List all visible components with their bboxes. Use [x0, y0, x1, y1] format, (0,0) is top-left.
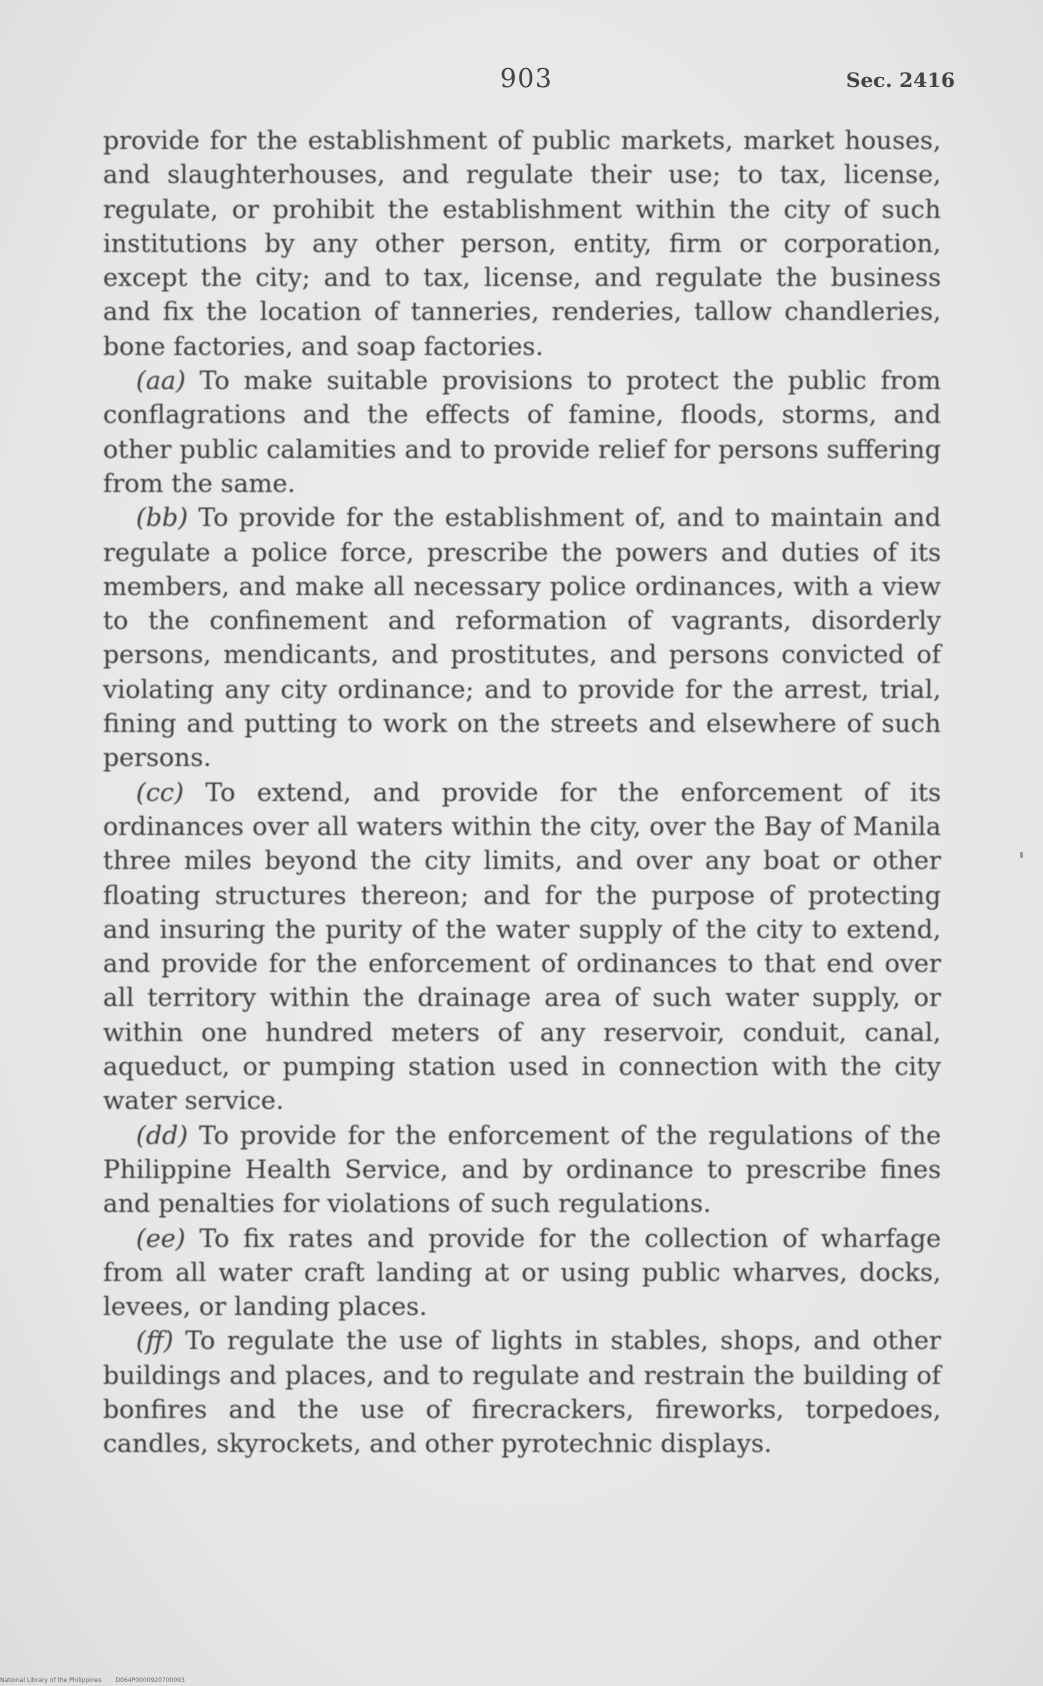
- paragraph-label: (aa): [136, 366, 186, 396]
- section-reference: Sec. 2416: [846, 68, 955, 92]
- paragraph-ee: [103, 1222, 941, 1325]
- paragraph-ff: [103, 1324, 941, 1461]
- paragraph-text: To provide for the establishment of, and to maintain and regulate a police force, prescribe the powers and duties of its members, and make all necessary police ordinances, with a view to the confinement and reformation of vagrants, disorderly persons, mendicants, and prostitutes, and persons convicted of violating any city ordinance; and to provide for the arrest, trial, fining and putting to work on the streets and elsewhere of such persons.: [103, 503, 941, 773]
- intro-paragraph: provide for the establishment of public markets, market houses, and slaughterhouses, and regulate their use; to tax, license, regulate, or prohibit the establishment within the city of such institutions by any other person, entity, firm or corporation, except the city; and to tax, license, and regulate the business and fix the location of tanneries, renderies, tallow chandleries, bone factories, and soap factories.: [103, 126, 941, 361]
- page-number: 903: [500, 64, 553, 94]
- paragraph-dd: [103, 1119, 941, 1222]
- paragraph-text: To make suitable provisions to protect the public from conflagrations and the effects of famine, floods, storms, and other public calamities and to provide relief for persons suffering from the same.: [103, 366, 941, 498]
- paragraph-label: (cc): [136, 777, 184, 807]
- body-text: [103, 124, 941, 1462]
- scan-speck: [1020, 852, 1023, 858]
- paragraph-text: To fix rates and provide for the collection of wharfage from all water craft landing at or using public wharves, docks, levees, or landing places.: [103, 1223, 941, 1322]
- paragraph-label: (ee): [136, 1223, 186, 1253]
- paragraph-text: To provide for the enforcement of the regulations of the Philippine Health Service, and by ordinance to prescribe fines and penalties for violations of such regulations.: [103, 1120, 941, 1219]
- scan-footer: [0, 1676, 1043, 1686]
- document-code: D064P0000920700093: [115, 1677, 185, 1684]
- paragraph-text: To extend, and provide for the enforcement of its ordinances over all waters within the city, over the Bay of Manila three miles beyond the city limits, and over any boat or other floating structures thereon; and for the purpose of protecting and insuring the purity of the water supply of the city to extend, and provide for the enforcement of ordinances to that end over all territory within the drainage area of such water supply, or within one hundred meters of any reservoir, conduit, canal, aqueduct, or pumping station used in connection with the city water service.: [103, 777, 941, 1116]
- page-header: [0, 64, 1043, 98]
- paragraph-label: (bb): [136, 503, 188, 533]
- library-name: National Library of the Philippines: [0, 1677, 102, 1684]
- paragraph-cc: [103, 776, 941, 1119]
- paragraph-text: To regulate the use of lights in stables, shops, and other buildings and places, and to regulate and restrain the building of bonfires and the use of firecrackers, fireworks, torpedoes, candles, skyrockets, and other pyrotechnic displays.: [103, 1326, 941, 1459]
- paragraph-label: (ff): [136, 1326, 174, 1356]
- paragraph-bb: [103, 501, 941, 775]
- paragraph-aa: [103, 364, 941, 501]
- paragraph-label: (dd): [136, 1120, 188, 1150]
